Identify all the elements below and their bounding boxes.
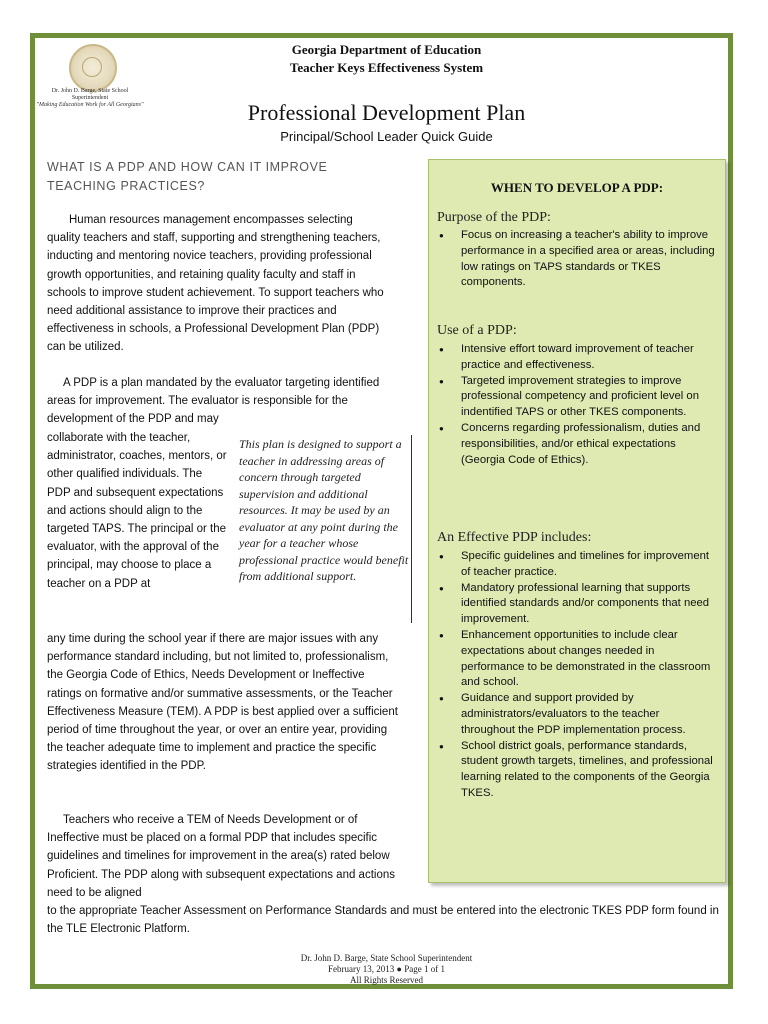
document-page — [30, 33, 733, 989]
paragraph-1: Human resources management encompasses selecting quality teachers and staff, supporting and strengthening teachers, inducting and mentoring novice teachers, providing professional growth opportunities, and retaining quality faculty and staff in schools to improve student achievement. To support teachers who need additional assistance to improve their practices and effectiveness in schools, a Professional Development Plan (PDP) can be utilized. — [47, 214, 384, 354]
section-question: WHAT IS A PDP AND HOW CAN IT IMPROVE TEACHING PRACTICES? — [47, 160, 328, 193]
footer-date-page: February 13, 2013 ● Page 1 of 1 — [328, 964, 445, 974]
list-item: ● Enhancement opportunities to include clear expectations about changes needed in performance to be demonstrated in the classroom and school. — [435, 628, 715, 691]
use-list — [435, 342, 715, 468]
paragraph-3a: Teachers who receive a TEM of Needs Development or of Ineffective must be placed on a formal PDP that includes specific guidelines and timelines for improvement in the area(s) rated below Proficient. The PDP along with subsequent expectations and actions need to be aligned — [47, 814, 395, 899]
sidebar-panel — [428, 159, 726, 883]
department-name: Georgia Department of Education — [291, 42, 482, 57]
paragraph-2a: A PDP is a plan mandated by the evaluator targeting identified areas for improvement. The evaluator is responsible for the development of the PDP and may — [47, 377, 380, 426]
page-title: Professional Development Plan — [247, 100, 526, 125]
footer-superintendent: Dr. John D. Barge, State School Superintendent — [300, 953, 473, 963]
list-item: ● Guidance and support provided by administrators/evaluators to the teacher throughout the PDP implementation process. — [435, 691, 715, 738]
list-item: ● Specific guidelines and timelines for improvement of teacher practice. — [435, 549, 715, 581]
seal-motto: "Making Education Work for All Georgians" — [36, 102, 144, 108]
paragraph-2c: any time during the school year if there are major issues with any performance standard including, but not limited to, professionalism, the Georgia Code of Ethics, Needs Development or Ineffective ratings on formative and/or summative assessments, or the Teacher Effectiveness Measure (TEM). A PDP is best applied over a sufficient period of time throughout the year, or over an entire year, providing the teacher adequate time to implement and practice the specific strategies identified in the PDP. — [47, 633, 398, 773]
page-subtitle: Principal/School Leader Quick Guide — [280, 129, 493, 144]
purpose-heading: Purpose of the PDP: — [437, 210, 551, 225]
list-item: ● Intensive effort toward improvement of teacher practice and effectiveness. — [435, 342, 715, 374]
list-item: ● Targeted improvement strategies to improve professional competency and proficient level on indentified TAPS or other TKES components. — [435, 374, 715, 421]
seal-caption: Dr. John D. Barge, State School Superintendent — [51, 88, 129, 101]
list-item: ● Mandatory professional learning that supports identified standards and/or components that need improvement. — [435, 581, 715, 628]
effective-list — [435, 549, 715, 802]
paragraph-3b: to the appropriate Teacher Assessment on Performance Standards and must be entered into the electronic TKES PDP form found in the TLE Electronic Platform. — [47, 905, 719, 936]
list-item: ● Focus on increasing a teacher's ability to improve performance in a specified area or areas, including low ratings on TAPS standards or TKES components. — [435, 228, 715, 291]
footer-rights: All Rights Reserved — [350, 975, 423, 985]
callout-quote: This plan is designed to support a teacher in addressing areas of concern through targeted supervision and additional resources. It may be used by an evaluator at any point during the year for a teacher whose professional practice would benefit from additional support. — [239, 437, 409, 583]
paragraph-2b: collaborate with the teacher, administrator, coaches, mentors, or other qualified individuals. The PDP and subsequent expectations and actions should align to the targeted TAPS. The principal or the evaluator, with the approval of the principal, may choose to place a teacher on a PDP at — [47, 432, 227, 590]
effective-heading: An Effective PDP includes: — [437, 530, 592, 545]
callout-divider — [411, 435, 412, 623]
use-heading: Use of a PDP: — [437, 323, 517, 338]
list-item: ● School district goals, performance standards, student growth targets, timelines, and professional learning related to the components of the Georgia TKES. — [435, 739, 715, 802]
purpose-list — [435, 228, 715, 291]
sidebar-heading: WHEN TO DEVELOP A PDP: — [490, 180, 664, 195]
system-name: Teacher Keys Effectiveness System — [289, 60, 484, 75]
list-item: ● Concerns regarding professionalism, duties and responsibilities, and/or ethical expectations (Georgia Code of Ethics). — [435, 421, 715, 468]
